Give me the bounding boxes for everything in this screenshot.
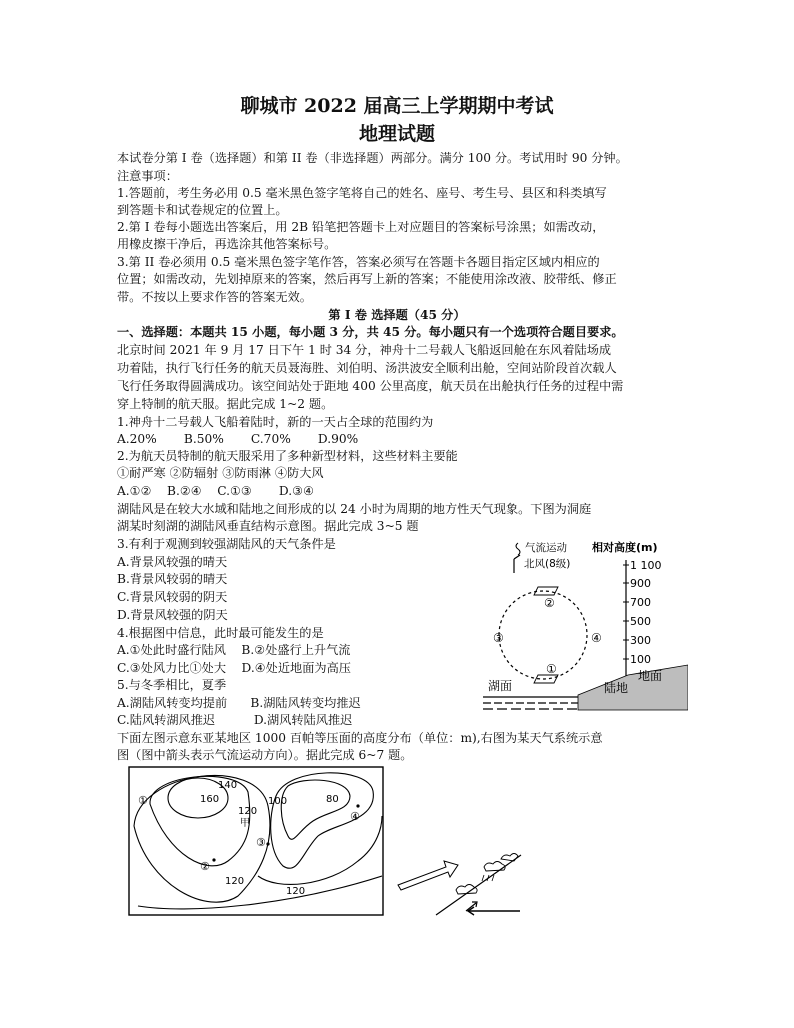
flow-legend-icon bbox=[516, 543, 520, 555]
contour-line bbox=[281, 780, 350, 839]
question-option: A.湖陆风转变均提前 B.湖陆风转变均推迟 bbox=[117, 696, 361, 710]
section-instruction: 一、选择题：本题共 15 小题，每小题 3 分，共 45 分。每小题只有一个选项符合题目要求。 bbox=[117, 325, 624, 339]
passage-line: 穿上特制的航天服。据此完成 1~2 题。 bbox=[117, 397, 334, 411]
point-3: ③ bbox=[256, 836, 266, 849]
notice-label: 注意事项： bbox=[117, 169, 178, 183]
passage-line: 湖陆风是在较大水域和陆地之间形成的以 24 小时为周期的地方性天气现象。下图为洞庭 bbox=[117, 502, 592, 516]
contour-label: 80 bbox=[326, 794, 339, 805]
question-options: A.20% B.50% C.70% D.90% bbox=[117, 432, 359, 446]
intro-text: 本试卷分第 I 卷（选择题）和第 II 卷（非选择题）两部分。满分 100 分。考试用时 90 分钟。 bbox=[117, 151, 628, 165]
passage-line: 下面左图示意东亚某地区 1000 百帕等压面的高度分布（单位：m),右图为某天气系统示意 bbox=[117, 731, 603, 745]
page-subtitle: 地理试题 bbox=[358, 123, 435, 145]
question-stem: 1.神舟十二号载人飞船着陆时，新的一天占全球的范围约为 bbox=[117, 415, 434, 429]
warm-air-arrow-icon bbox=[398, 861, 458, 890]
notice-line: 带。不按以上要求作答的答案无效。 bbox=[117, 290, 312, 304]
question-stem: 2.为航天员特制的航天服采用了多种新型材料，这些材料主要能 bbox=[117, 449, 458, 463]
axis-ticks bbox=[623, 559, 662, 666]
land-shape bbox=[578, 665, 688, 710]
question-option: B.背景风较弱的晴天 bbox=[117, 572, 228, 586]
contour-label: 120 bbox=[225, 876, 245, 887]
lake-label: 湖面 bbox=[488, 679, 513, 693]
question-option: C.背景风较弱的阴天 bbox=[117, 590, 228, 604]
point-2: ② bbox=[200, 860, 210, 873]
ground-label: 地面 bbox=[638, 669, 663, 683]
question-option: A.①处此时盛行陆风 B.②处盛行上升气流 bbox=[117, 643, 351, 657]
lake-land-breeze-figure bbox=[478, 535, 688, 730]
contour-label: 160 bbox=[200, 794, 220, 805]
contour-label: 140 bbox=[218, 780, 238, 791]
contour-map-figure bbox=[128, 766, 384, 916]
passage-line: 北京时间 2021 年 9 月 17 日下午 1 时 34 分，神舟十二号载人飞船返回舱在东风着陆场成 bbox=[117, 343, 612, 357]
passage-line: 图（图中箭头表示气流运动方向）。据此完成 6~7 题。 bbox=[117, 748, 413, 762]
tick-label: 300 bbox=[630, 634, 651, 647]
question-option: C.③处风力比①处大 D.④处近地面为高压 bbox=[117, 661, 351, 675]
cloud-icon bbox=[501, 854, 518, 862]
cloud-icon bbox=[456, 885, 477, 895]
contour-label: 100 bbox=[268, 796, 288, 807]
section-heading: 第 I 卷 选择题（45 分） bbox=[328, 308, 466, 322]
question-items: ①耐严寒 ②防辐射 ③防雨淋 ④防大风 bbox=[117, 466, 324, 480]
circulation-loop bbox=[499, 591, 587, 679]
tick-label: 900 bbox=[630, 577, 651, 590]
legend-wind-label: 北风(8级) bbox=[524, 558, 571, 570]
tick-label: 1 100 bbox=[630, 559, 662, 572]
passage-line: 飞行任务取得圆满成功。该空间站处于距地 400 公里高度，航天员在出舱执行任务的过程中需 bbox=[117, 379, 624, 393]
notice-line: 用橡皮擦干净后，再选涂其他答案标号。 bbox=[117, 237, 337, 251]
tick-label: 100 bbox=[630, 653, 651, 666]
tick-label: 700 bbox=[630, 596, 651, 609]
land-label: 陆地 bbox=[604, 681, 629, 695]
notice-line: 1.答题前，考生务必用 0.5 毫米黑色签字笔将自己的姓名、座号、考生号、县区和科类填写 bbox=[117, 186, 607, 200]
point-4: ④ bbox=[591, 631, 602, 645]
contour-label: 120 bbox=[238, 806, 258, 817]
legend-flow-label: 气流运动 bbox=[525, 542, 567, 554]
notice-line: 到答题卡和试卷规定的位置上。 bbox=[117, 203, 288, 217]
question-option: A.背景风较强的晴天 bbox=[117, 555, 228, 569]
question-options: A.①② B.②④ C.①③ D.③④ bbox=[117, 484, 314, 498]
passage-line: 功着陆，执行飞行任务的航天员聂海胜、刘伯明、汤洪波安全顺利出舱，空间站阶段首次载人 bbox=[117, 361, 617, 375]
question-option: C.陆风转湖风推迟 D.湖风转陆风推迟 bbox=[117, 713, 353, 727]
question-option: D.背景风较强的阴天 bbox=[117, 608, 228, 622]
point-3: ③ bbox=[493, 631, 504, 645]
notice-line: 3.第 II 卷必须用 0.5 毫米黑色签字笔作答，答案必须写在答题卡各题目指定区域内相应的 bbox=[117, 255, 600, 269]
point-2: ② bbox=[544, 596, 555, 610]
passage-line: 湖某时刻湖的湖陆风垂直结构示意图。据此完成 3~5 题 bbox=[117, 519, 419, 533]
contour-line bbox=[258, 816, 382, 884]
cloud-icon bbox=[484, 862, 505, 872]
question-stem: 5.与冬季相比，夏季 bbox=[117, 678, 227, 692]
point-1: ① bbox=[138, 794, 148, 807]
jia-label: 甲 bbox=[240, 818, 250, 829]
contour-line bbox=[138, 876, 382, 909]
notice-line: 位置；如需改动，先划掉原来的答案，然后再写上新的答案；不能使用涂改液、胶带纸、修正 bbox=[117, 272, 617, 286]
notice-line: 2.第 I 卷每小题选出答案后，用 2B 铅笔把答题卡上对应题目的答案标号涂黑；如需改动， bbox=[117, 220, 605, 234]
weather-system-figure bbox=[396, 845, 526, 920]
tick-label: 500 bbox=[630, 615, 651, 628]
question-stem: 3.有利于观测到较强湖陆风的天气条件是 bbox=[117, 537, 336, 551]
point-4: ④ bbox=[350, 810, 360, 823]
question-stem: 4.根据图中信息，此时最可能发生的是 bbox=[117, 626, 324, 640]
contour-label: 120 bbox=[286, 886, 306, 897]
point-1: ① bbox=[546, 662, 557, 676]
axis-title: 相对高度(m) bbox=[592, 541, 658, 554]
page-title: 聊城市 2022 届高三上学期期中考试 bbox=[240, 95, 554, 117]
